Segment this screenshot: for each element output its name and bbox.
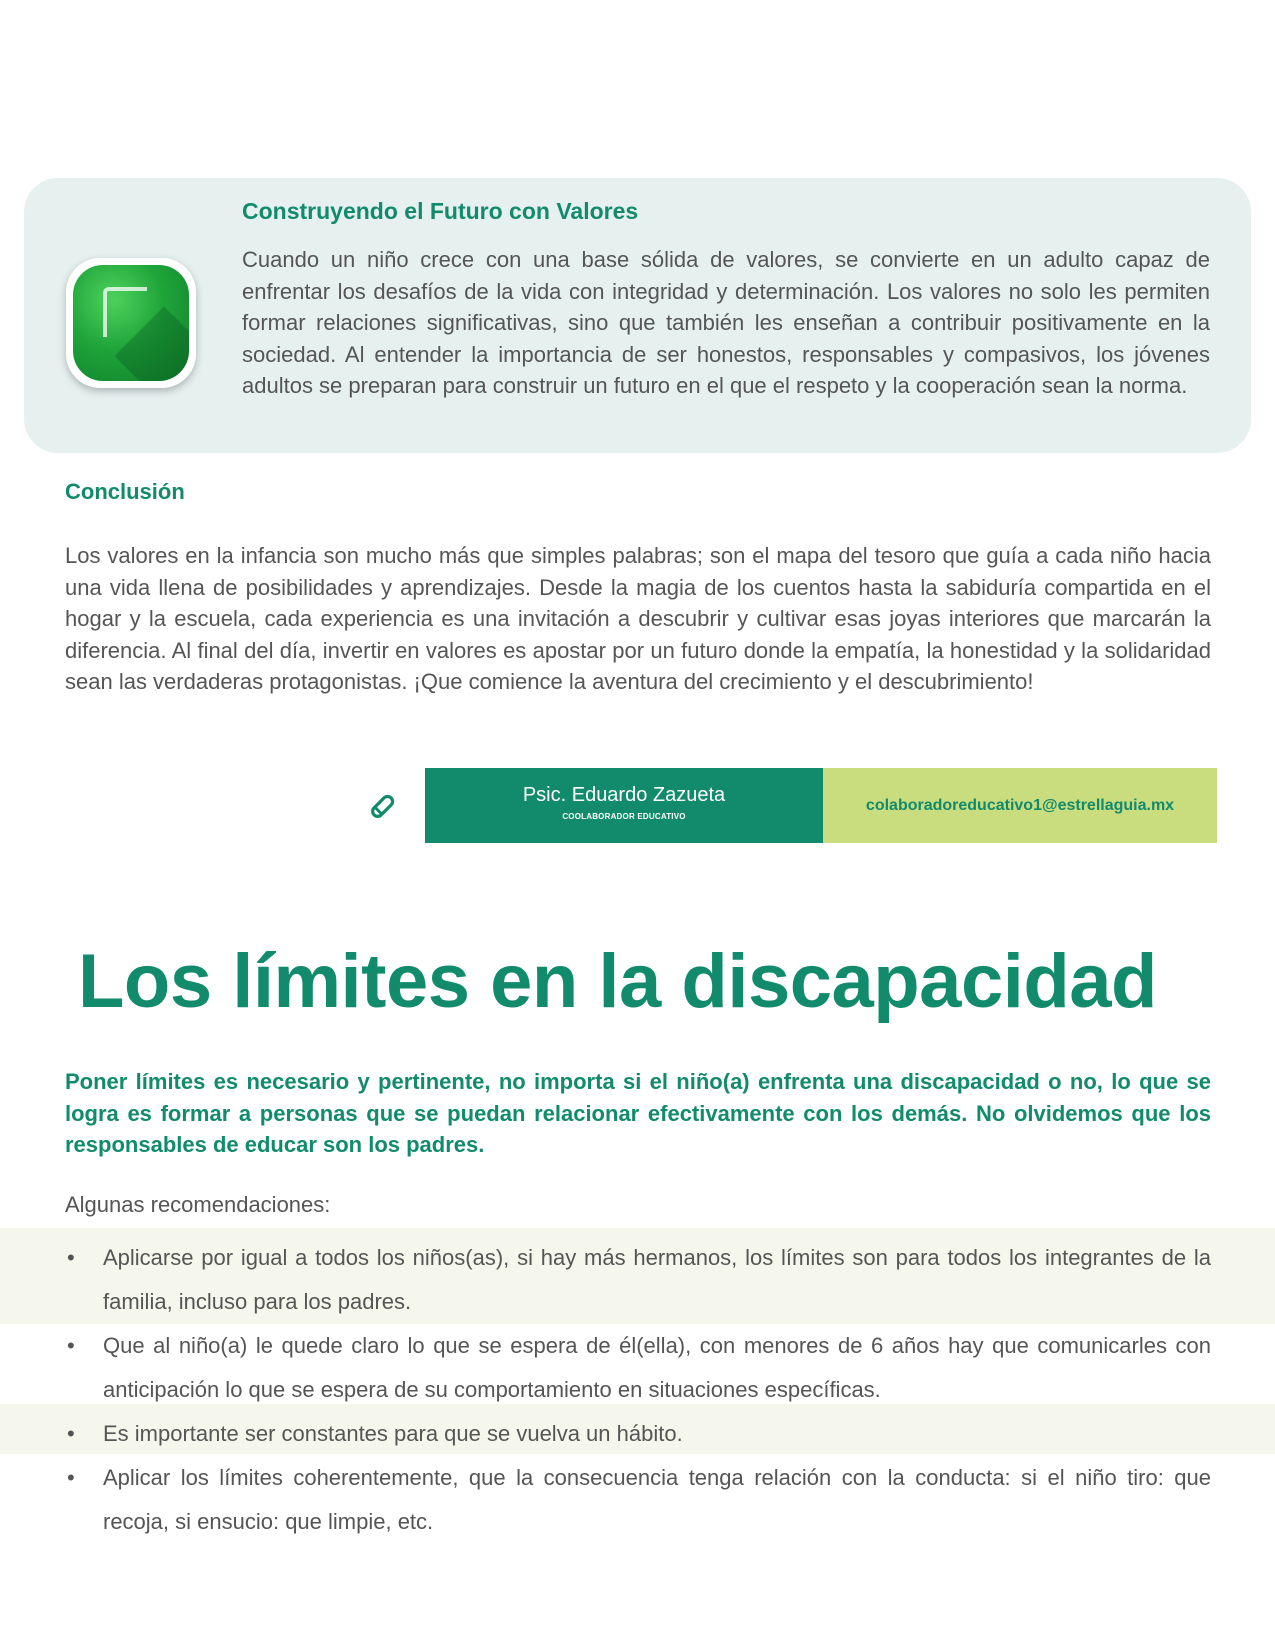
list-item-text: Que al niño(a) le quede claro lo que se espera de él(ella), con menores de 6 años hay que comunicarles con anticipación lo que se espera de su comportamiento en situaciones específicas. — [103, 1333, 1211, 1402]
list-item — [65, 1236, 1211, 1324]
list-item-text: Es importante ser constantes para que se vuelva un hábito. — [103, 1421, 683, 1446]
list-item — [65, 1412, 1211, 1456]
callout-text: Cuando un niño crece con una base sólida de valores, se convierte en un adulto capaz de enfrentar los desafíos de la vida con integridad y determinación. Los valores no solo les permiten formar relaciones significativas, sino que también les enseñan a contribuir positivamente en la sociedad. Al entender la importancia de ser honestos, responsables y compasivos, los jóvenes adultos se preparan para construir un futuro en el que el respeto y la cooperación sean la norma. — [242, 247, 1210, 398]
recommendations-label: Algunas recomendaciones: — [65, 1192, 331, 1217]
bullet-dot: • — [67, 1465, 75, 1490]
author-email-link[interactable]: colaboradoreducativo1@estrellaguia.mx — [823, 768, 1217, 843]
article-lead: Poner límites es necesario y pertinente, no importa si el niño(a) enfrenta una discapacidad o no, lo que se logra es formar a personas que se puedan relacionar efectivamente con los demás. No olvidemos que los responsables de educar son los padres. — [65, 1069, 1211, 1157]
author-role: COOLABORADOR EDUCATIVO — [562, 812, 686, 821]
conclusion-title: Conclusión — [65, 479, 185, 504]
gem-body — [73, 265, 189, 381]
author-box — [425, 768, 823, 843]
conclusion-text: Los valores en la infancia son mucho más que simples palabras; son el mapa del tesoro que guía a cada niño hacia una vida llena de posibilidades y aprendizajes. Desde la magia de los cuentos hasta la sabiduría compartida en el hogar y la escuela, cada experiencia es una invitación a descubrir y cultivar esas joyas interiores que marcarán la diferencia. Al final del día, invertir en valores es apostar por un futuro donde la empatía, la honestidad y la solidaridad sean las verdaderas protagonistas. ¡Que comience la aventura del crecimiento y el descubrimiento! — [65, 543, 1211, 694]
author-name: Psic. Eduardo Zazueta — [522, 784, 726, 806]
list-item-text: Aplicar los límites coherentemente, que la consecuencia tenga relación con la conducta: si el niño tiro: que recoja, si ensucio: que limpie, etc. — [103, 1465, 1211, 1534]
gem-facet — [103, 287, 147, 337]
bullet-dot: • — [67, 1333, 75, 1358]
bullet-dot: • — [67, 1421, 75, 1446]
emerald-gem-icon — [66, 258, 196, 388]
list-item — [65, 1456, 1211, 1544]
list-item — [65, 1324, 1211, 1412]
pencil-icon — [366, 787, 402, 823]
article-title: Los límites en la discapacidad — [78, 939, 1157, 1024]
recommendations-list — [65, 1236, 1211, 1544]
list-item-text: Aplicarse por igual a todos los niños(as), si hay más hermanos, los límites son para todos los integrantes de la familia, incluso para los padres. — [103, 1245, 1211, 1314]
bullet-dot: • — [67, 1245, 75, 1270]
callout-title: Construyendo el Futuro con Valores — [242, 198, 639, 224]
